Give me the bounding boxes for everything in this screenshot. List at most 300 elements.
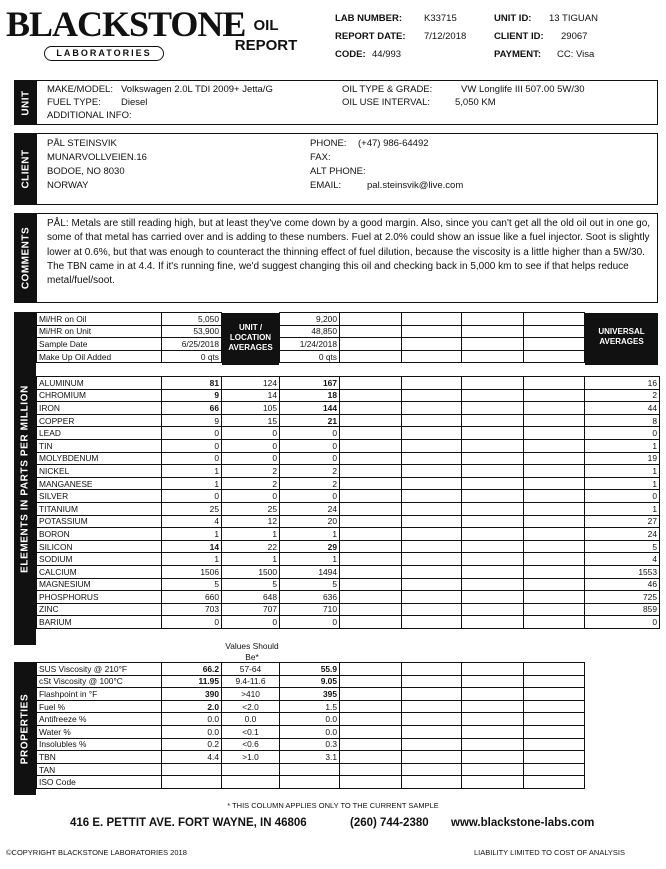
element-unit-average: 124 [222,377,280,390]
property-current: 0.0 [162,713,222,726]
property-should-be: <0.1 [222,725,280,738]
element-universal-average: 2 [585,389,660,402]
element-name: ALUMINUM [37,377,162,390]
element-previous: 18 [280,389,340,402]
info-prev: 48,850 [280,325,340,338]
element-empty [524,515,585,528]
property-empty [524,713,585,726]
unit-id-label: UNIT ID: [494,13,532,24]
element-empty [340,465,402,478]
element-empty [524,553,585,566]
element-empty [462,528,524,541]
element-previous: 24 [280,502,340,515]
element-empty [462,616,524,629]
property-name: Insolubles % [37,738,162,751]
element-universal-average: 1 [585,477,660,490]
element-empty [524,591,585,604]
property-universal-blank [585,675,660,688]
property-current [162,776,222,789]
info-empty [402,325,462,338]
element-previous: 20 [280,515,340,528]
element-empty [524,477,585,490]
property-empty [402,725,462,738]
property-empty [402,675,462,688]
unit-averages-header: UNIT / LOCATION AVERAGES [222,313,279,365]
property-empty [340,751,402,764]
element-row [37,565,660,578]
property-universal-blank [585,713,660,726]
property-row [37,713,660,726]
element-empty [340,402,402,415]
element-unit-average: 2 [222,477,280,490]
element-universal-average: 44 [585,402,660,415]
element-empty [462,515,524,528]
property-empty [524,688,585,701]
element-current: 0 [162,452,222,465]
element-name: SODIUM [37,553,162,566]
element-empty [462,439,524,452]
info-row [37,313,660,326]
element-empty [462,603,524,616]
lab-number: K33715 [424,13,457,24]
property-current: 0.2 [162,738,222,751]
element-empty [462,565,524,578]
property-empty [462,688,524,701]
element-row [37,439,660,452]
element-empty [462,477,524,490]
property-previous: 1.5 [280,700,340,713]
element-name: COPPER [37,414,162,427]
element-empty [524,439,585,452]
property-previous: 395 [280,688,340,701]
client-country: NORWAY [47,180,89,191]
property-empty [340,675,402,688]
unit-id: 13 TIGUAN [549,13,598,24]
property-previous: 0.0 [280,713,340,726]
element-previous: 21 [280,414,340,427]
elements-table [36,376,660,629]
element-previous: 1494 [280,565,340,578]
property-row [37,751,660,764]
should-be-label: Values Should Be* [225,641,279,662]
property-empty [462,763,524,776]
element-row [37,591,660,604]
element-row [37,389,660,402]
element-universal-average: 4 [585,553,660,566]
make-model-label: MAKE/MODEL: [47,84,113,95]
element-name: LEAD [37,427,162,440]
elements-side-label: ELEMENTS IN PARTS PER MILLION [14,312,36,645]
element-empty [402,477,462,490]
element-empty [340,389,402,402]
property-name: TAN [37,763,162,776]
element-empty [524,540,585,553]
element-universal-average: 1 [585,465,660,478]
property-previous: 55.9 [280,663,340,676]
info-empty [524,313,585,326]
info-current: 5,050 [162,313,222,326]
element-empty [340,414,402,427]
element-empty [340,603,402,616]
element-empty [340,553,402,566]
property-empty [340,688,402,701]
element-universal-average: 24 [585,528,660,541]
element-unit-average: 22 [222,540,280,553]
element-empty [462,452,524,465]
element-name: PHOSPHORUS [37,591,162,604]
client-id: 29067 [561,31,588,42]
footnote: * THIS COLUMN APPLIES ONLY TO THE CURRENT SAMPLE [227,801,439,810]
element-empty [462,578,524,591]
property-empty [524,675,585,688]
info-empty [462,338,524,351]
element-empty [402,465,462,478]
element-universal-average: 46 [585,578,660,591]
element-previous: 29 [280,540,340,553]
element-current: 0 [162,490,222,503]
property-empty [524,700,585,713]
element-empty [462,502,524,515]
info-empty [524,338,585,351]
report-date: 7/12/2018 [424,31,467,42]
fuel-type-label: FUEL TYPE: [47,97,101,108]
property-empty [340,725,402,738]
property-empty [402,688,462,701]
property-should-be: >1.0 [222,751,280,764]
element-row [37,616,660,629]
property-empty [524,776,585,789]
property-current: 66.2 [162,663,222,676]
property-empty [462,675,524,688]
element-unit-average: 1 [222,553,280,566]
element-empty [524,565,585,578]
element-universal-average: 27 [585,515,660,528]
element-name: SILICON [37,540,162,553]
element-name: ZINC [37,603,162,616]
element-empty [524,528,585,541]
property-empty [402,738,462,751]
property-empty [402,776,462,789]
element-empty [524,603,585,616]
property-name: TBN [37,751,162,764]
unit-tab: UNIT [15,81,37,124]
property-should-be: 57-64 [222,663,280,676]
element-empty [524,465,585,478]
element-empty [462,377,524,390]
element-empty [524,427,585,440]
element-previous: 5 [280,578,340,591]
info-empty [524,350,585,363]
element-empty [402,502,462,515]
property-name: cSt Viscosity @ 100°C [37,675,162,688]
element-universal-average: 0 [585,490,660,503]
property-should-be: 9.4-11.6 [222,675,280,688]
comments-tab: COMMENTS [15,214,37,302]
element-previous: 0 [280,452,340,465]
element-row [37,553,660,566]
property-row [37,763,660,776]
info-empty [462,350,524,363]
element-row [37,515,660,528]
info-empty [462,325,524,338]
property-universal-blank [585,763,660,776]
info-label: Sample Date [37,338,162,351]
property-empty [340,738,402,751]
element-current: 9 [162,414,222,427]
property-row [37,688,660,701]
liability: LIABILITY LIMITED TO COST OF ANALYSIS [474,848,626,857]
blackstone-logo [6,4,246,66]
property-current: 11.95 [162,675,222,688]
property-name: Antifreeze % [37,713,162,726]
element-current: 1 [162,477,222,490]
property-current: 2.0 [162,700,222,713]
element-universal-average: 0 [585,427,660,440]
info-empty [402,350,462,363]
element-current: 5 [162,578,222,591]
property-empty [462,663,524,676]
property-current [162,763,222,776]
element-current: 14 [162,540,222,553]
element-current: 0 [162,616,222,629]
property-empty [340,776,402,789]
comments-section [14,213,658,303]
additional-info-label: ADDITIONAL INFO: [47,110,132,121]
element-name: BORON [37,528,162,541]
footer-phone: (260) 744-2380 [350,817,429,829]
element-current: 4 [162,515,222,528]
element-current: 1506 [162,565,222,578]
logo-wordmark: BLACKSTONE [6,4,246,44]
info-empty [340,338,402,351]
element-universal-average: 8 [585,414,660,427]
property-empty [402,763,462,776]
email[interactable]: pal.steinsvik@live.com [367,180,464,191]
element-empty [402,616,462,629]
info-empty [462,313,524,326]
footer-address: 416 E. PETTIT AVE. FORT WAYNE, IN 46806 [70,817,307,829]
client-tab: CLIENT [15,134,37,204]
property-should-be: <2.0 [222,700,280,713]
oil-interval-label: OIL USE INTERVAL: [342,97,430,108]
element-empty [340,565,402,578]
element-empty [402,603,462,616]
element-name: MOLYBDENUM [37,452,162,465]
property-universal-blank [585,688,660,701]
info-current: 6/25/2018 [162,338,222,351]
property-empty [462,751,524,764]
element-empty [402,578,462,591]
property-current: 4.4 [162,751,222,764]
property-empty [524,751,585,764]
element-unit-average: 0 [222,427,280,440]
element-empty [402,389,462,402]
element-empty [402,439,462,452]
code: 44/993 [372,49,402,60]
element-universal-average: 1553 [585,565,660,578]
info-empty [524,325,585,338]
element-unit-average: 1 [222,528,280,541]
element-empty [524,490,585,503]
fuel-type: Diesel [121,97,148,108]
element-name: SILVER [37,490,162,503]
report-date-label: REPORT DATE: [335,31,406,42]
oil-type: VW Longlife III 507.00 5W/30 [461,84,585,95]
client-street: MUNARVOLLVEIEN.16 [47,152,147,163]
element-empty [340,616,402,629]
element-empty [462,490,524,503]
info-row [37,350,660,363]
element-name: NICKEL [37,465,162,478]
element-empty [524,578,585,591]
element-universal-average: 725 [585,591,660,604]
element-row [37,377,660,390]
element-previous: 0 [280,490,340,503]
property-name: SUS Viscosity @ 210°F [37,663,162,676]
element-previous: 1 [280,553,340,566]
element-empty [340,578,402,591]
element-current: 81 [162,377,222,390]
element-empty [402,565,462,578]
element-empty [340,528,402,541]
element-name: CALCIUM [37,565,162,578]
element-current: 66 [162,402,222,415]
properties-table [36,662,660,789]
element-row [37,402,660,415]
phone-label: PHONE: [310,138,347,149]
property-should-be [222,763,280,776]
client-id-label: CLIENT ID: [494,31,544,42]
element-universal-average: 859 [585,603,660,616]
property-empty [340,663,402,676]
element-empty [402,553,462,566]
element-row [37,603,660,616]
element-empty [402,414,462,427]
element-empty [340,439,402,452]
element-empty [462,465,524,478]
element-empty [402,377,462,390]
element-empty [524,402,585,415]
property-previous: 0.3 [280,738,340,751]
element-unit-average: 648 [222,591,280,604]
element-previous: 144 [280,402,340,415]
element-universal-average: 1 [585,502,660,515]
info-row [37,325,660,338]
element-name: BARIUM [37,616,162,629]
element-empty [524,377,585,390]
property-universal-blank [585,700,660,713]
footer-website[interactable]: www.blackstone-labs.com [451,817,595,829]
element-empty [524,502,585,515]
info-prev: 1/24/2018 [280,338,340,351]
element-previous: 0 [280,427,340,440]
element-current: 25 [162,502,222,515]
element-row [37,578,660,591]
property-empty [462,713,524,726]
element-row [37,502,660,515]
property-row [37,776,660,789]
element-empty [340,427,402,440]
element-empty [402,515,462,528]
element-current: 1 [162,553,222,566]
element-unit-average: 0 [222,616,280,629]
element-row [37,490,660,503]
element-empty [524,414,585,427]
property-current: 390 [162,688,222,701]
client-city: BODOE, NO 8030 [47,166,125,177]
element-unit-average: 14 [222,389,280,402]
client-name: PÅL STEINSVIK [47,138,117,149]
property-empty [340,700,402,713]
info-prev: 0 qts [280,350,340,363]
element-empty [340,540,402,553]
property-universal-blank [585,725,660,738]
property-empty [402,663,462,676]
property-empty [340,763,402,776]
info-label: Mi/HR on Unit [37,325,162,338]
element-empty [402,540,462,553]
element-empty [462,540,524,553]
property-should-be: >410 [222,688,280,701]
element-unit-average: 0 [222,452,280,465]
element-empty [340,515,402,528]
property-row [37,663,660,676]
element-current: 9 [162,389,222,402]
element-empty [462,414,524,427]
element-empty [340,452,402,465]
property-should-be: <0.6 [222,738,280,751]
property-row [37,725,660,738]
element-empty [340,502,402,515]
element-current: 0 [162,427,222,440]
property-empty [524,663,585,676]
property-empty [462,776,524,789]
element-empty [462,389,524,402]
element-universal-average: 0 [585,616,660,629]
element-empty [340,490,402,503]
element-universal-average: 19 [585,452,660,465]
element-empty [402,427,462,440]
property-universal-blank [585,663,660,676]
property-empty [524,738,585,751]
property-name: Flashpoint in °F [37,688,162,701]
property-previous: 0.0 [280,725,340,738]
element-unit-average: 0 [222,490,280,503]
element-previous: 0 [280,439,340,452]
element-empty [524,616,585,629]
oil-type-label: OIL TYPE & GRADE: [342,84,433,95]
element-empty [524,389,585,402]
property-name: ISO Code [37,776,162,789]
property-empty [402,700,462,713]
element-empty [462,591,524,604]
element-row [37,465,660,478]
phone: (+47) 986-64492 [358,138,429,149]
element-empty [524,452,585,465]
element-unit-average: 12 [222,515,280,528]
element-previous: 710 [280,603,340,616]
info-label: Make Up Oil Added [37,350,162,363]
element-row [37,452,660,465]
element-previous: 2 [280,477,340,490]
element-unit-average: 2 [222,465,280,478]
property-should-be: 0.0 [222,713,280,726]
element-row [37,540,660,553]
property-row [37,675,660,688]
property-previous [280,763,340,776]
element-current: 1 [162,528,222,541]
property-previous [280,776,340,789]
